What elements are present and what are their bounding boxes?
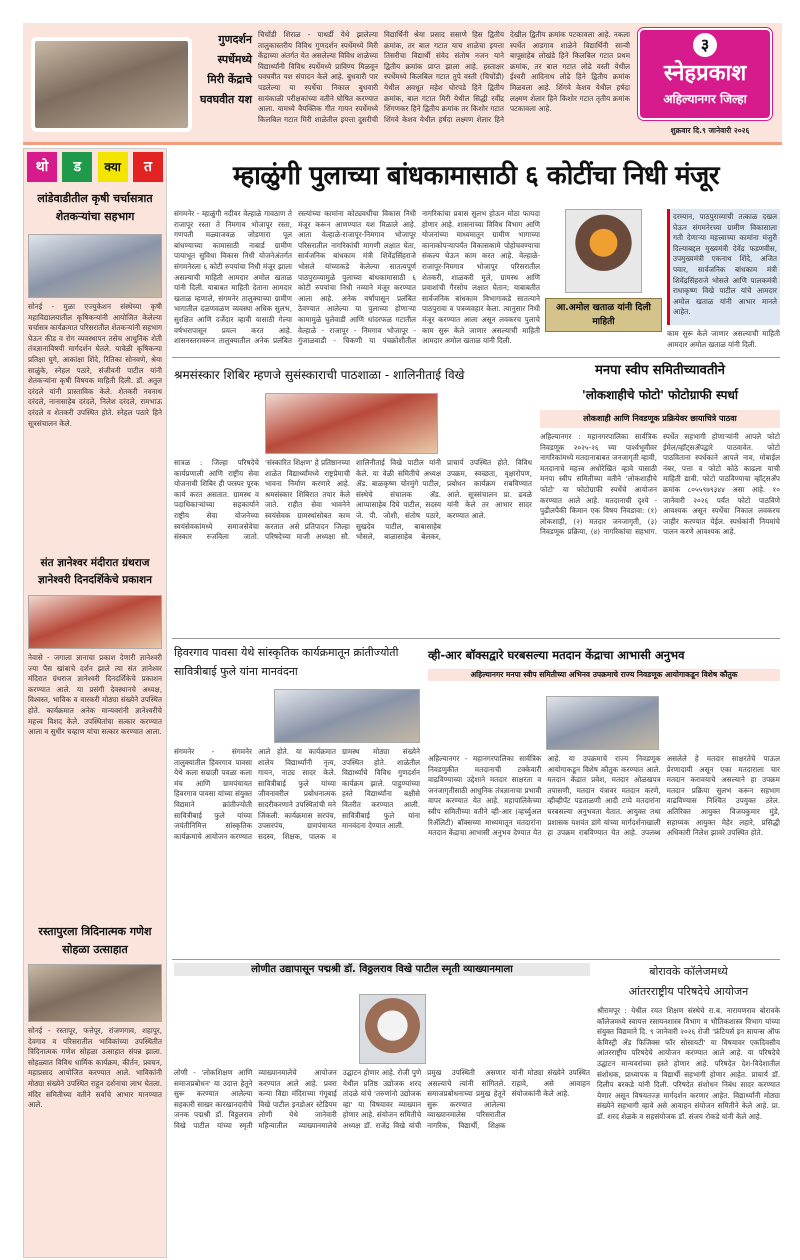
letter-tho: थो bbox=[27, 152, 57, 182]
lead-sidebar-after: काम सुरू केले जाणार असल्याची माहिती आमदार अमोल खताळ यांनी दिली. bbox=[667, 329, 780, 349]
left-headline-3: रस्तापुरला त्रिदिनात्मक गणेश सोहळा उत्साहात bbox=[38, 925, 152, 956]
hivargaon-body: संगमनेर - संगमनेर तालुक्यातील हिवरगाव पावसा येथे कला सम्राज्ञी पवळा कला मंच आणि ग्रामपंचायत हिवरगाव पावसा यांच्या संयुक्त विद्यमाने क्रांतीज्योती सावित्रीबाई फुले यांच्या जयंतीनिमित्त सांस्कृतिक कार्यक्रमाचे आयोजन करण्यात आले होते. या कार्यक्रमात शालेय विद्यार्थ्यांनी नृत्य, गायन, नाट्य सादर केले. सावित्रीबाई फुले यांच्या जीवनावरील प्रबोधनात्मक सादरीकरणाने उपस्थितांची मने जिंकली. कार्यक्रमास सरपंच, उपसरपंच, ग्रामपंचायत सदस्य, शिक्षक, पालक व ग्रामस्थ मोठ्या संख्येने उपस्थित होते. शाळेतील विद्यार्थ्यांचे विविध गुणदर्शन कार्यक्रम झाले. पाहुण्यांच्या हस्ते विद्यार्थ्यांना बक्षीसे वितरीत करण्यात आली. सावित्रीबाई फुले यांना मानवंदना देण्यात आली. bbox=[174, 747, 420, 841]
letter-ta: त bbox=[133, 152, 163, 182]
manapa-body: अहिल्यानगर : महानगरपालिका सार्वत्रिक निवडणूक २०२५-२६ च्या पार्श्वभूमीवर नागरिकांमध्ये मतदानाबाबत जनजागृती व्हावी, मतदानाचे महत्त्व अधोरेखित व्हावे यासाठी मनपा स्वीप समितीच्या वतीने 'लोकशाहीचे फोटो' या फोटोग्राफी स्पर्धेचे आयोजन करण्यात आले आहे. मतदानाची दृश्ये - पुढीलपैकी किमान एक विषय निवडावा: (१) लोकशाही, (२) मतदार जनजागृती, (३) निवडणूक प्रक्रिया, (४) नागरिकांचा सहभाग. स्पर्धेत सहभागी होणाऱ्यांनी आपले फोटो ईमेल/व्हॉट्सॲपद्वारे पाठवावेत. फोटो पाठविताना स्पर्धकाने आपले नाव, मोबाईल नंबर, पत्ता व फोटो कोठे काढला याची माहिती द्यावी. फोटो पाठविण्याचा व्हॉट्सॲप क्रमांक ८०५५९७९३४४ असा आहे. १० जानेवारी २०२६ पर्यंत फोटो पाठविणे आवश्यक असून स्पर्धेचा निकाल लवकरच जाहीर करण्यात येईल. स्पर्धकांनी नियमांचे पालन करणे आवश्यक आहे. bbox=[540, 432, 780, 537]
letter-kya: क्या bbox=[98, 152, 128, 182]
vvpat-body: अहिल्यानगर - महानगरपालिका सार्वत्रिक निवडणुकीत मतदानाची टक्केवारी वाढविण्याच्या उद्देशाने मतदार साक्षरता व जनजागृतीसाठी आधुनिक तंत्रज्ञानाचा प्रभावी वापर करण्यात येत आहे. महापालिकेच्या स्वीप समितीच्या वतीने व्ही-आर (व्हर्च्युअल रिॲलिटी) बॉक्सच्या माध्यमातून मतदारांना मतदान केंद्राचा आभासी अनुभव देण्यात येत आहे. या उपक्रमाचे राज्य निवडणूक आयोगाकडून विशेष कौतुक करण्यात आले. मतदान केंद्रात प्रवेश, मतदार ओळखपत्र तपासणी, मतदान यंत्रावर मतदान करणे, व्हीव्हीपॅट पडताळणी आदी टप्पे मतदारांना घरबसल्या अनुभवता येतात. आयुक्त तथा प्रशासक यशवंत डांगे यांच्या मार्गदर्शनाखाली हा उपक्रम राबविण्यात येत आहे. उपलब्ध असलेले हे मतदार साक्षरतेचे पाऊल प्रेरणादायी असून एका मतदाराला चार मतदान करावयाचे असल्याने हा उपक्रम मतदान प्रक्रिया सुलभ करून सहभाग वाढविण्यास निश्चित उपयुक्त ठरेल. अतिरिक्त आयुक्त विजयकुमार मुंडे, सहाय्यक आयुक्त मेहेर लहारे, प्रसिद्धी अधिकारी निलेश झावरे उपस्थित होते. bbox=[428, 754, 780, 838]
vvpat-subhead: अहिल्यानगर मनपा स्वीप समितीच्या अभिनव उपक्रमाचे राज्य निवडणूक आयोगाकडून विशेष कौतुक bbox=[428, 669, 780, 681]
masthead-logo bbox=[638, 28, 772, 120]
top-story-headline: गुणदर्शन स्पर्धेमध्ये मिरी केंद्राचे घवघवीत यश bbox=[199, 33, 252, 106]
borawake-body: श्रीरामपूर : येथील रयत शिक्षण संस्थेचे रा.ब. नारायणराव बोरावके कॉलेजमध्ये स्वायत्त रसायनशास्त्र विभाग व भौतिकशास्त्र विभाग यांच्या संयुक्त विद्यमाने दि. ९ जानेवारी २०२६ रोजी 'फ्रंटियर्स इन सायन्स ऑफ केमिस्ट्री अँड फिजिक्स फॉर सोसायटी' या विषयावर एकदिवसीय आंतरराष्ट्रीय परिषदेचे आयोजन करण्यात आले आहे. या परिषदेचे उद्घाटन मान्यवरांच्या हस्ते होणार आहे. परिषदेत देश-विदेशातील संशोधक, प्राध्यापक व विद्यार्थी सहभागी होणार आहेत. प्राचार्य डॉ. दिलीप बरकडे यांनी दिली. परिषदेत संशोधन निबंध सादर करण्यात येणार असून विषयतज्ज्ञ मार्गदर्शन करणार आहेत. विद्यार्थ्यांनी मोठ्या संख्येने सहभागी व्हावे असे आवाहन संयोजन समितीने केले आहे. प्रा. डॉ. शरद शेळके व सहसंयोजक डॉ. संजय रोकडे यांनी केले आहे. bbox=[597, 1006, 780, 1121]
loni-body: लोणी - 'लोकशिक्षण आणि समाजप्रबोधन' या उदात्त हेतूने सुरू करण्यात आलेल्या सहकारी साखर कारखानदारीचे जनक पद्मश्री डॉ. विठ्ठलराव विखे पाटील यांच्या स्मृती व्याख्यानमालेचे आयोजन करण्यात आले आहे. प्रवरा कन्या विद्या मंदिराच्या गंगूबाई विखे पाटील इनडोअर स्टेडियम लोणी येथे जानेवारी महिन्यातील व्याख्यानमालेचे उद्घाटन होणार आहे. रोजी पुणे येथील प्रतिष्ठ उद्योजक शरद तांदळे यांचे 'तरुणांनो उद्योजक व्हा' या विषयावर व्याख्यान होणार आहे. संयोजन समितीचे अध्यक्ष डॉ. राजेंद्र विखे यांची प्रमुख उपस्थिती असणार असल्याचे त्यांनी सांगितले. समाजप्रबोधनाच्या प्रमुख हेतूने सुरू करण्यात आलेल्या व्याख्यानमालेस परिसरातील नागरिक, विद्यार्थी, शिक्षक यांनी मोठ्या संख्येने उपस्थित राहावे, असे आवाहन संयोजकांनी केले आहे. bbox=[174, 1068, 590, 1130]
left-body-3: सोनई - रस्तापूर, फत्तेपूर, रांजणगाव, शहापूर, देवगाव व परिसरातील भाविकांच्या उपस्थितीत त्रिदिनात्मक गणेश सोहळा उत्साहात संपन्न झाला. सोहळ्यात विविध धार्मिक कार्यक्रम, कीर्तन, प्रवचन, महाप्रसाद आयोजित करण्यात आले. भाविकांनी मोठ्या संख्येने उपस्थित राहून दर्शनाचा लाभ घेतला. मंदिर समितीच्या वतीने सर्वांचे आभार मानण्यात आले. bbox=[28, 1026, 162, 1110]
mla-portrait bbox=[565, 209, 642, 293]
issue-date: शुक्रवार दि.९ जानेवारी २०२६ bbox=[670, 126, 750, 135]
divider bbox=[172, 959, 780, 960]
vvpat-headline: व्ही-आर बॉक्सद्वारे घरबसल्या मतदान केंद्राचा आभासी अनुभव bbox=[428, 648, 685, 662]
lead-body: संगमनेर - म्हाळुंगी नदीवर वेल्हाळे गावठाण ते राजापूर रस्ता ते निमगाव भोजापूर रस्ता, गणपती मळ्याजवळ जोडणारा पूल बांधण्याच्या कामासाठी नाबार्ड ग्रामीण पायाभूत सुविधा विकास निधी योजनेअंतर्गत संगमनेरला ६ कोटी रुपयांचा निधी मंजूर झाला असल्याची माहिती आमदार अमोल खताळ यांनी दिली. याबाबत माहिती देताना आमदार खताळ म्हणाले, संगमनेर तालुक्याच्या ग्रामीण भागातील दळणवळण व्यवस्था अधिक सुलभ, सुरक्षित आणि दर्जेदार व्हावी यासाठी गेल्या वर्षभरापासून प्रयत्न करत आहे. शासनस्तरावरून तालुक्यातील अनेक प्रलंबित रस्त्यांच्या कामांना कोट्यवधींचा विकास निधी मंजूर करून आणण्यात यश मिळाले आहे. आता वेल्हाळे-राजापूर-निमगाव भोजापूर परिसरातील नागरिकांची मागणी लक्षात घेता, सार्वजनिक बांधकाम मंत्री शिवेंद्रसिंहराजे भोसले यांच्याकडे केलेल्या सातत्यपूर्ण पाठपुराव्यामुळे पुलाच्या बांधकामासाठी ६ कोटी रुपयांचा निधी नव्याने मंजूर करण्यात आला आहे. अनेक वर्षांपासून प्रलंबित ठेवण्यात आलेल्या या पुलाच्या होणाऱ्या कामामुळे घुलेवाडी आणि धांदरफळ गटातील वेल्हाळे - राजापूर - निमगाव भोजापूर - गुंजाळवाडी - चिकणी या पंचक्रोशीतील नागरिकांचा प्रवास सुलभ होऊन मोठा फायदा होणार आहे. शासनाच्या विविध विभाग आणि योजनांच्या माध्यमातून ग्रामीण भागाच्या कानाकोपऱ्यापर्यंत विकासकामे पोहोचवण्याचा संकल्प घेऊन काम करत आहे. वेल्हाळे-राजापूर-निमगाव भोजापूर परिसरातील शेतकरी, शाळकरी मुले, ग्रामस्थ आणि प्रवाशांची गैरसोय लक्षात घेतान; याबाबतीत सार्वजनिक बांधकाम विभागाकडे सातत्याने पाठपुरावा व पत्रव्यवहार केला. त्यानुसार निधी मंजूर करण्यात आला असून लवकरच पुलाचे काम सुरू केले जाणार असल्याची माहिती आमदार अमोल खताळ यांनी दिली. bbox=[174, 209, 540, 346]
lead-sidebar: दरम्यान, पाठपुराव्याची तत्काळ दखल घेऊन संगमनेरच्या ग्रामीण विकासाला गती देणाऱ्या महत्त्वाच्या कामांना मंजुरी दिल्याबद्दल मुख्यमंत्री देवेंद्र फडणवीस, उपमुख्यमंत्री एकनाथ शिंदे, अजित पवार, सार्वजनिक बांधकाम मंत्री शिवेंद्रसिंहराजे भोसले आणि पालकमंत्री राधाकृष्ण विखे पाटील यांचे आमदार अमोल खताळ यांनी आभार मानले आहेत. bbox=[667, 209, 780, 325]
borawake-headline-1: बोरावके कॉलेजमध्ये bbox=[649, 965, 728, 978]
thodkyat-label bbox=[27, 152, 163, 182]
left-headline-1: लांडेवाडीतील कृषी चर्चासत्रात शेतकऱ्यांचा सहभाग bbox=[37, 192, 153, 223]
letter-da: ड bbox=[62, 152, 92, 182]
masthead-district: अहिल्यानगर जिल्हा bbox=[663, 92, 747, 106]
shramsanskar-body: सात्रळ : जिल्हा परिषदेचे कार्यप्रणाली आणि राष्ट्रीय सेवा योजनाची शिबिर ही परस्पर पूरक कार्य करत असतात. ग्रामस्थ व पदाधिकाऱ्यांच्या सहकार्याने राष्ट्रीय सेवा योजनेच्या स्वयंसेवकांमध्ये समाजसेवेचा संस्कार रुजविला जातो. 'संस्कारित शिक्षण' हे प्रतिष्ठानच्या शाळेत विद्यार्थ्यांमध्ये राष्ट्रप्रेमाची भावना निर्माण करणारे आहे. श्रमसंस्कार शिबिरात तयार केले जाते. राहीत सेवा भावनेने स्वयंसेवक ग्रामस्थांसोबत काम करतात असे प्रतिपादन जिल्हा परिषदेच्या माजी अध्यक्षा सौ. शालिनीताई विखे पाटील यांनी केले. या वेळी समितीचे अध्यक्ष ॲड. बाळकृष्ण चोरमुंगे पाटील, संस्थेचे संचालक ॲड. आप्पासाहेब दिघे पाटील, सदस्य जे. पी. जोशी, संतोष पठारे, सुखदेव पाटील, बाबासाहेब भोसले, बाळासाहेब बेलकर, प्राचार्य उपस्थित होते. विविध उपक्रम, स्वच्छता, वृक्षारोपण, प्रबोधन कार्यक्रम राबविण्यात आले. सूत्रसंचालन प्रा. ढवळे यांनी केले तर आभार सादर करण्यात आले. bbox=[174, 458, 532, 542]
vr-box-photo bbox=[546, 696, 659, 750]
ganesh-festival-photo bbox=[28, 964, 162, 1022]
cultural-program-photo bbox=[274, 689, 420, 743]
shramsanskar-headline: श्रमसंस्कार शिबिर म्हणजे सुसंस्काराची पाठशाळा - शालिनीताई विखे bbox=[174, 368, 465, 382]
divider bbox=[172, 357, 780, 358]
top-story-body: चिचोंडी शिराळ - पाथर्डी येथे झालेल्या तालुकास्तरीय विविध गुणदर्शन स्पर्धेमध्ये मिरी केंद्राच्या अंतर्गत येत असलेल्या विविध शाळेच्या विद्यार्थ्यांनी विविध स्पर्धेमध्ये प्राविण्य मिळवून घवघवीत यश संपादन केले आहे. बुधवारी पार पडलेल्या या स्पर्धेचा निकाल बुधवारी सायंकाळी परीक्षकांच्या वतीने घोषित करण्यात आला. यामध्ये वैयक्तिक गीत गायन स्पर्धेमध्ये किलबिल गटात मिरी शाळेतील इयत्ता दुसरीची विद्यार्थिनी श्रेया प्रसाद ससाणे हिस द्वितीय क्रमांक, तर बाल गटात याच शाळेचा इयत्ता तिसरीचा विद्यार्थी संवेद संतोष नजन याने द्वितीय क्रमांक प्राप्त झाला आहे. हस्ताक्षर स्पर्धेमध्ये किलबिल गटात तुपे वस्ती (चिचोंडी) येथील अवधूत महेश घोरपडे हिने द्वितीय क्रमांक, बाल गटात मिरी येथील सिद्धी रवींद्र शिंगणकर हिने द्वितीय क्रमांक तर किशोर गटात शिंगवे केशव येथील हर्षदा लक्ष्मण शेलार हिने देखील द्वितीय क्रमांक पटकावला आहे. नकला स्पर्धेत आडगाव शाळेने विद्यार्थिनी सान्वी बापूसाहेब लोखंडे हिने किलबिल गटात प्रथम क्रमांक, तर बाल गटात लोढे वस्ती येथील ईश्वरी आदिनाथ लोढे हिने द्वितीय क्रमांक मिळवला आहे. शिंगवे केशव येथील हर्षदा लक्ष्मण शेलार हिने किशोर गटात तृतीय क्रमांक पटकावला आहे. bbox=[258, 30, 630, 124]
school-group-photo bbox=[31, 37, 192, 132]
borawake-headline-2: आंतरराष्ट्रीय परिषदेचे आयोजन bbox=[628, 985, 749, 998]
left-body-2: नेवासे - जगाला ज्ञानाचा प्रकाश देणारी ज्ञानेश्वरी ज्या पैस खांबाचे दर्शन झाले त्या संत ज्ञानेश्वर मंदिरात ग्रंथराज ज्ञानेश्वरी दिनदर्शिकेचे प्रकाशन करण्यात आले. या प्रसंगी देवस्थानचे अध्यक्ष, विश्वस्त, भाविक व वारकरी मोठ्या संख्येने उपस्थित होते. कार्यक्रमात अनेक मान्यवरांनी ज्ञानेश्वरीचे महत्त्व विशद केले. उपस्थितांचा सत्कार करण्यात आला व सुधीर चव्हाण यांचा सत्कार करण्यात आला. bbox=[28, 653, 162, 737]
divider bbox=[172, 638, 780, 639]
manapa-headline-1: मनपा स्वीप समितीच्यावतीने bbox=[595, 363, 725, 378]
page-number-badge: ३ bbox=[693, 33, 717, 57]
lead-caption: आ.अमोल खताळ यांनी दिली माहिती bbox=[545, 298, 662, 332]
left-headline-2: संत ज्ञानेश्वर मंदीरात ग्रंथराज ज्ञानेश्वरी दिनदर्शिकेचे प्रकाशन bbox=[38, 557, 152, 586]
left-body-1: सोनई - मुळा एज्युकेशन संस्थेच्या कृषी महाविद्यालयातील कृषिकन्यांनी आयोजित केलेल्या चर्चासत्र कार्यक्रमात परिसरातील शेतकऱ्यांनी सहभाग घेऊन कीड व रोग व्यवस्थापन तसेच आधुनिक शेती तंत्रज्ञानाविषयी मार्गदर्शन घेतले. यावेळी कृषिकन्या प्रतिक्षा घुगे, आकांक्षा शिंदे, रितिका सोनवणे, श्रेया साळुंके, स्नेहल पठारे, संजीवनी पाटील यांनी शेतकऱ्यांना कृषी विषयक माहिती दिली. डॉ. अतुल दरंदले यांनी प्रास्ताविक केले. शेतकरी नवनाथ दरंदले, नानासाहेब दरंदले, निलेश दरंदले, रामभाऊ दरंदले व शेतकरी उपस्थित होते. स्नेहल पठारे हिने सूत्रसंचालन केले. bbox=[28, 302, 162, 428]
loni-headline: लोणीत उद्यापासून पद्मश्री डॉ. विठ्ठलराव विखे पाटील स्मृती व्याख्यानमाला bbox=[174, 963, 590, 976]
manapa-subhead: लोकशाही आणि निवडणूक प्रक्रियेवर छायाचित्रे पाठवा bbox=[540, 410, 780, 428]
lead-headline: म्हाळुंगी पुलाच्या बांधकामासाठी ६ कोटींचा निधी मंजूर bbox=[233, 161, 719, 191]
calendar-release-photo bbox=[28, 595, 162, 649]
vikhe-patil-portrait bbox=[359, 994, 426, 1064]
masthead-title: स्नेहप्रकाश bbox=[663, 61, 747, 86]
shalinitai-speech-photo bbox=[265, 393, 438, 454]
manapa-headline-2: 'लोकशाहीचे फोटो' फोटोग्राफी स्पर्धा bbox=[582, 388, 738, 402]
hivargaon-headline: हिवरगाव पावसा येथे सांस्कृतिक कार्यक्रमातून क्रांतीज्योती सावित्रीबाई फुले यांना मानवंदना bbox=[174, 646, 399, 678]
farmers-seminar-photo bbox=[28, 234, 162, 298]
